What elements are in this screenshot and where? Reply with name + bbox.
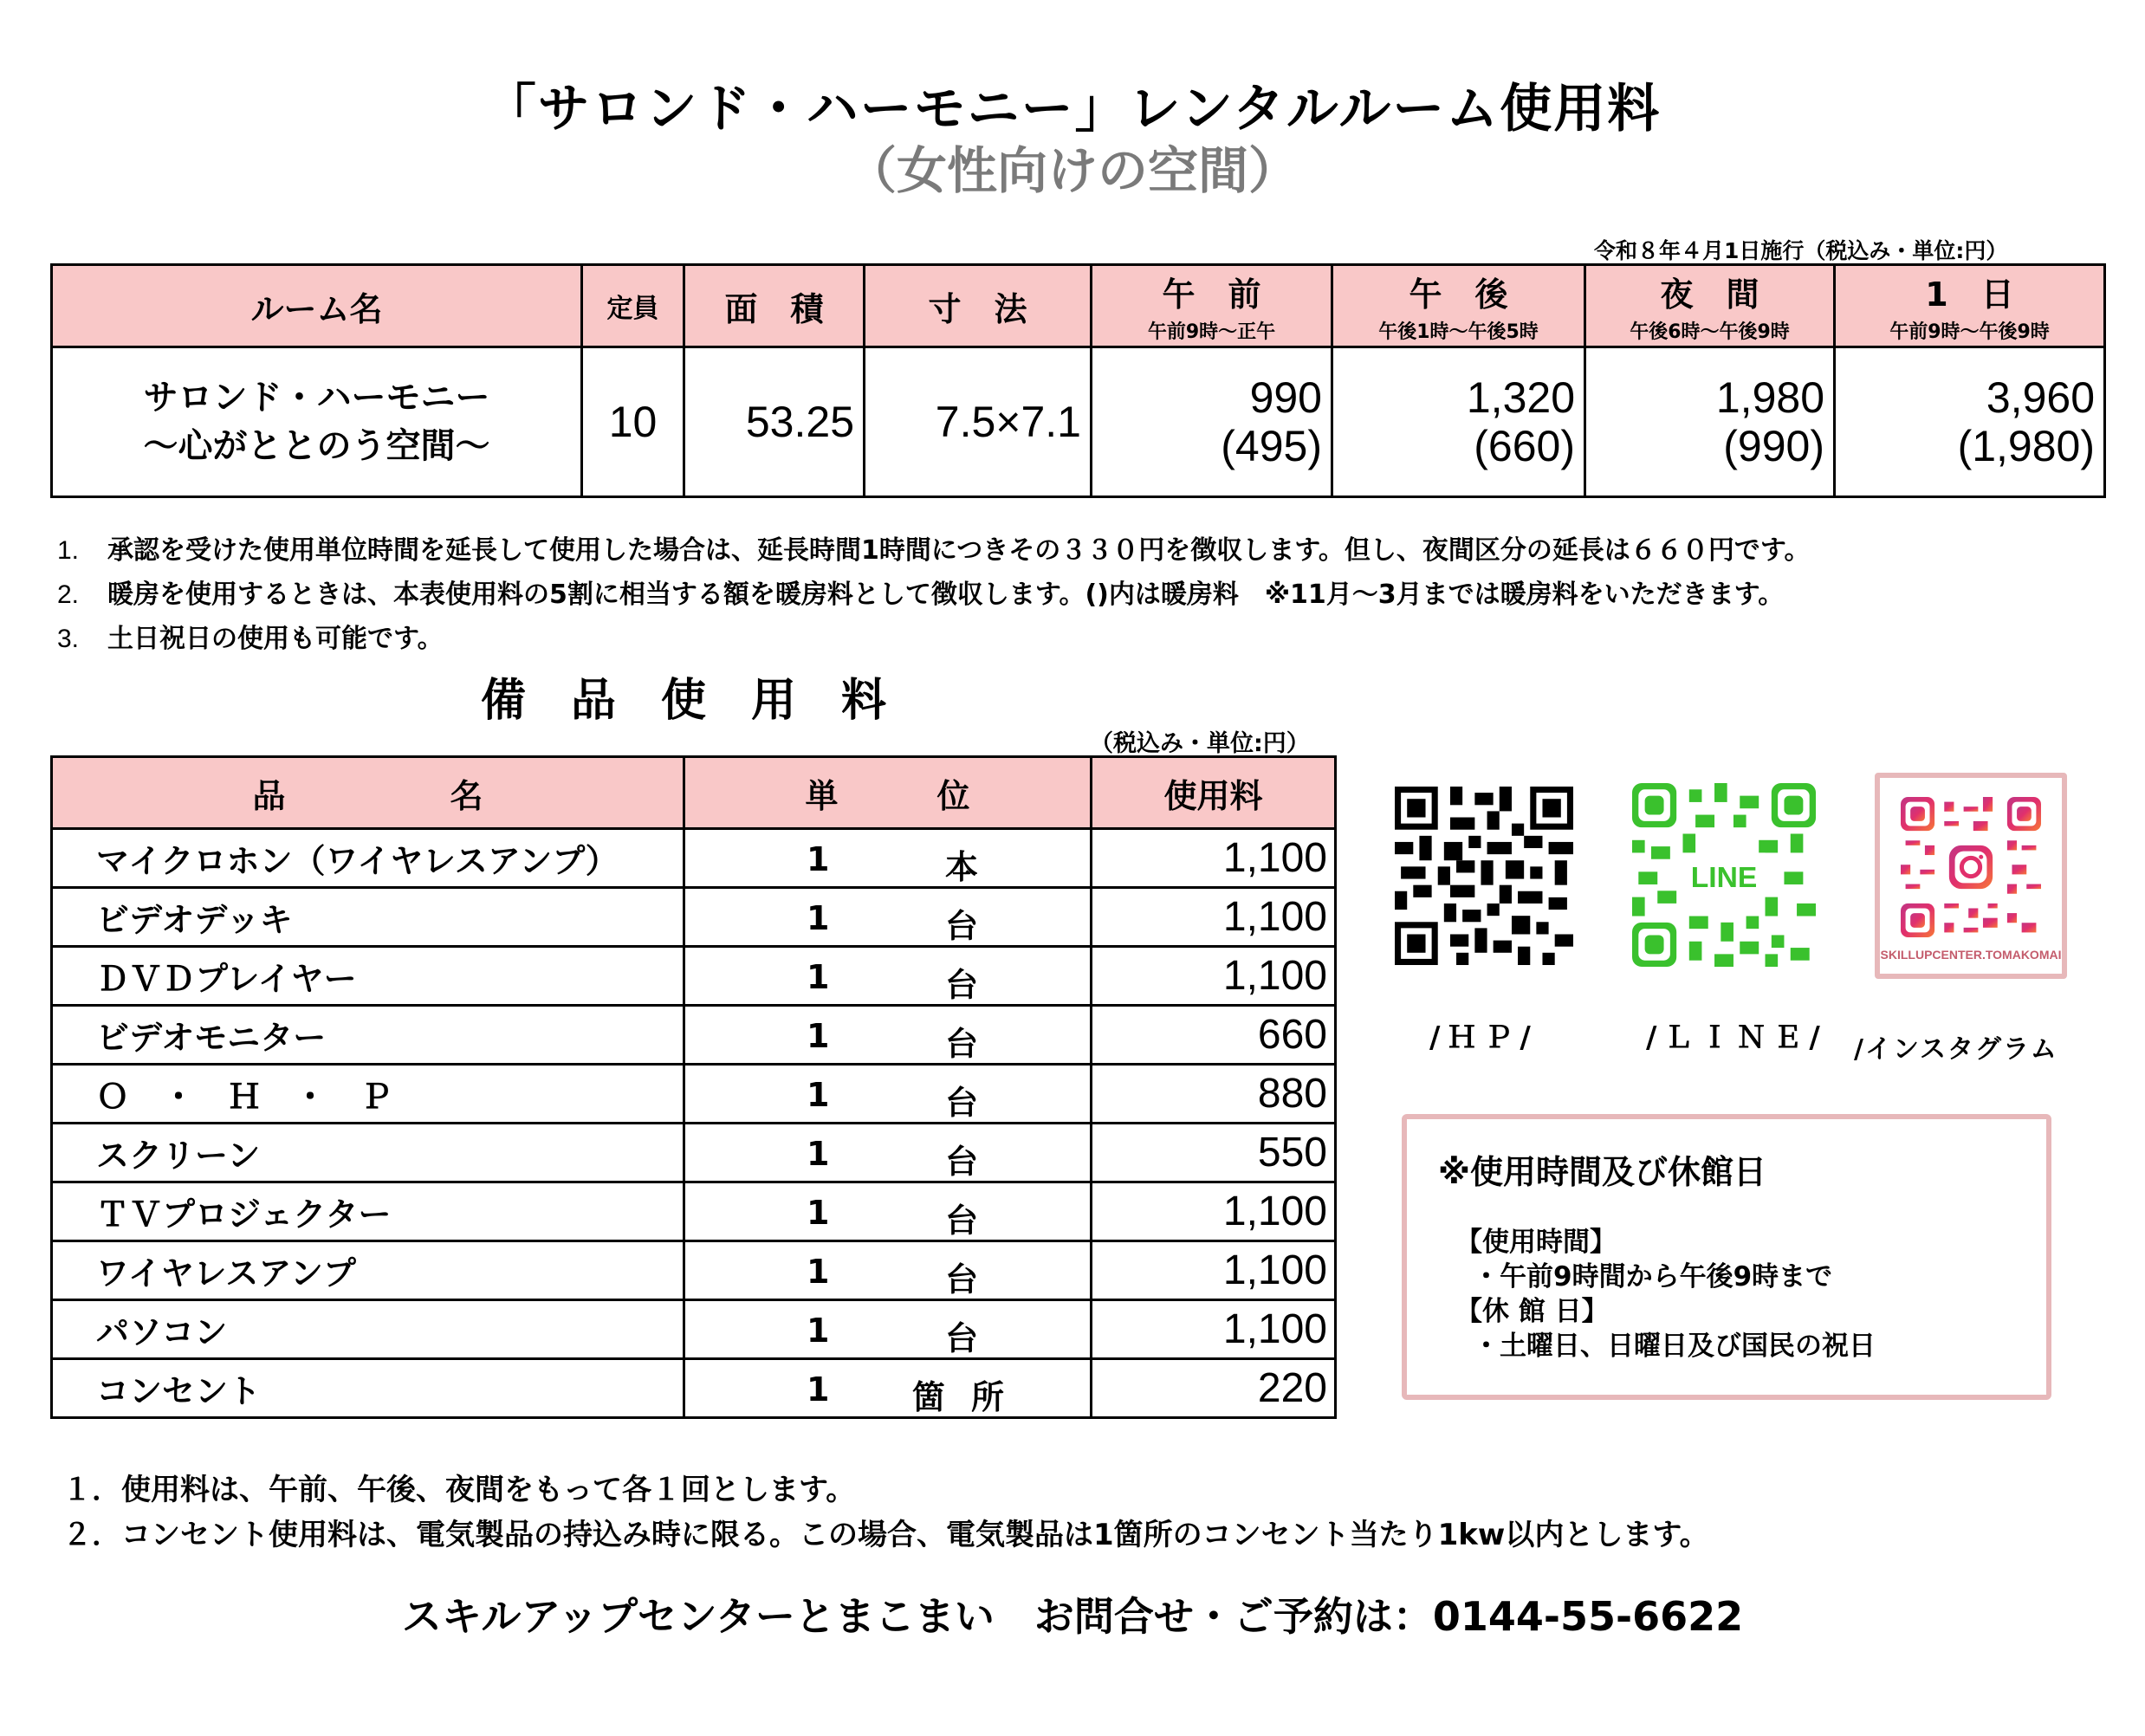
closed-label: 【休 館 日】 — [1455, 1296, 1609, 1327]
item-price: 220 — [1092, 1359, 1336, 1418]
item-unit: 1 台 — [684, 888, 1092, 947]
room-table-header — [52, 265, 2105, 347]
header-afternoon: 午 後 午後1時～午後5時 — [1332, 265, 1585, 347]
room-size: 7.5×7.1 — [865, 347, 1092, 497]
closed-value: ・土曜日、日曜日及び国民の祝日 — [1473, 1331, 1876, 1362]
header-price: 使用料 — [1092, 757, 1336, 829]
item-price: 1,100 — [1092, 1300, 1336, 1359]
instagram-qr-code-icon — [1901, 797, 2041, 937]
equipment-fee-table — [50, 755, 1337, 1419]
item-unit: 1 台 — [684, 1182, 1092, 1241]
price-morning: 990 (495) — [1092, 347, 1332, 497]
equipment-table-header — [52, 757, 1336, 829]
header-area: 面 積 — [684, 265, 865, 347]
page-title: 「サロンド・ハーモニー」レンタルルーム使用料 — [483, 79, 1662, 139]
item-price: 1,100 — [1092, 947, 1336, 1006]
price-night: 1,980 (990) — [1585, 347, 1835, 497]
table-row — [52, 1182, 1336, 1241]
item-price: 1,100 — [1092, 829, 1336, 888]
item-name: ワイヤレスアンプ — [52, 1241, 684, 1300]
table-row — [52, 1124, 1336, 1182]
item-unit: 1 箇所 — [684, 1359, 1092, 1418]
item-unit: 1 台 — [684, 1065, 1092, 1124]
table-row — [52, 1359, 1336, 1418]
line-label: /ＬＩＮＥ/ — [1646, 1020, 1827, 1055]
price-afternoon: 1,320 (660) — [1332, 347, 1585, 497]
hours-info-box — [1402, 1114, 2051, 1400]
equipment-title: 備 品 使 用 料 — [481, 675, 887, 727]
hours-heading: ※使用時間及び休館日 — [1438, 1153, 1766, 1191]
item-unit: 1 台 — [684, 1006, 1092, 1065]
room-name: サロンド・ハーモニー ～心がととのう空間～ — [52, 347, 582, 497]
footnote-1: １．使用料は、午前、午後、夜間をもって各１回とします。 — [62, 1473, 856, 1507]
header-capacity: 定員 — [582, 265, 684, 347]
header-morning: 午 前 午前9時～正午 — [1092, 265, 1332, 347]
item-name: ビデオデッキ — [52, 888, 684, 947]
item-unit: 1 台 — [684, 947, 1092, 1006]
item-price: 1,100 — [1092, 888, 1336, 947]
header-size: 寸 法 — [865, 265, 1092, 347]
footnote-2: ２．コンセント使用料は、電気製品の持込み時に限る。この場合、電気製品は1箇所のコンセント当たり1kw以内とします。 — [62, 1518, 1709, 1552]
item-unit: 1 台 — [684, 1241, 1092, 1300]
item-name: ＴＶプロジェクター — [52, 1182, 684, 1241]
item-name: ＤＶＤプレイヤー — [52, 947, 684, 1006]
room-fee-table — [50, 263, 2106, 498]
header-full-day: 1 日 午前9時～午後9時 — [1835, 265, 2105, 347]
room-note-1: 1. 承認を受けた使用単位時間を延長して使用した場合は、延長時間1時間につきその３３０円を徴収します。但し、夜間区分の延長は６６０円です。 — [57, 535, 1811, 566]
item-name: マイクロホン（ワイヤレスアンプ） — [52, 829, 684, 888]
item-name: コンセント — [52, 1359, 684, 1418]
item-name: ビデオモニター — [52, 1006, 684, 1065]
room-row — [52, 347, 2105, 497]
effective-date-note: 令和８年４月1日施行（税込み・単位:円） — [1594, 238, 2008, 263]
table-row — [52, 1006, 1336, 1065]
table-row — [52, 829, 1336, 888]
table-row — [52, 1241, 1336, 1300]
item-name: Ｏ ・ Ｈ ・ Ｐ — [52, 1065, 684, 1124]
table-row — [52, 1300, 1336, 1359]
line-qr-code-icon[interactable] — [1632, 783, 1816, 967]
item-unit: 1 本 — [684, 829, 1092, 888]
instagram-qr-frame[interactable] — [1875, 773, 2067, 979]
instagram-label: /インスタグラム — [1854, 1034, 2058, 1065]
item-price: 1,100 — [1092, 1241, 1336, 1300]
contact-info: スキルアップセンターとまこまい お問合せ・ご予約は：0144-55-6622 — [401, 1593, 1744, 1640]
line-logo-text: LINE — [1690, 861, 1758, 894]
hours-value: ・午前9時間から午後9時まで — [1473, 1261, 1833, 1292]
header-room-name: ルーム名 — [52, 265, 582, 347]
room-area: 53.25 — [684, 347, 865, 497]
item-price: 1,100 — [1092, 1182, 1336, 1241]
table-row — [52, 888, 1336, 947]
table-row — [52, 947, 1336, 1006]
item-unit: 1 台 — [684, 1124, 1092, 1182]
equipment-tax-note: （税込み・単位:円） — [1090, 730, 1310, 757]
item-price: 660 — [1092, 1006, 1336, 1065]
room-note-3: 3. 土日祝日の使用も可能です。 — [57, 624, 444, 654]
item-name: スクリーン — [52, 1124, 684, 1182]
item-name: パソコン — [52, 1300, 684, 1359]
instagram-caption: SKILLUPCENTER.TOMAKOMAI — [1880, 948, 2062, 962]
item-unit: 1 台 — [684, 1300, 1092, 1359]
room-notes — [57, 528, 1810, 661]
price-full-day: 3,960 (1,980) — [1835, 347, 2105, 497]
room-note-2: 2. 暖房を使用するときは、本表使用料の5割に相当する額を暖房料として徴収します。()内は暖房料 ※11月～3月までは暖房料をいただきます。 — [57, 580, 1785, 610]
header-unit: 単 位 — [684, 757, 1092, 829]
item-price: 880 — [1092, 1065, 1336, 1124]
table-row — [52, 1065, 1336, 1124]
hp-label: /ＨＰ/ — [1429, 1020, 1538, 1055]
header-item: 品 名 — [52, 757, 684, 829]
header-night: 夜 間 午後6時～午後9時 — [1585, 265, 1835, 347]
hours-label: 【使用時間】 — [1455, 1227, 1617, 1258]
hp-qr-code-icon[interactable] — [1395, 787, 1573, 965]
room-capacity: 10 — [582, 347, 684, 497]
page-subtitle: （女性向けの空間） — [846, 141, 1299, 200]
item-price: 550 — [1092, 1124, 1336, 1182]
